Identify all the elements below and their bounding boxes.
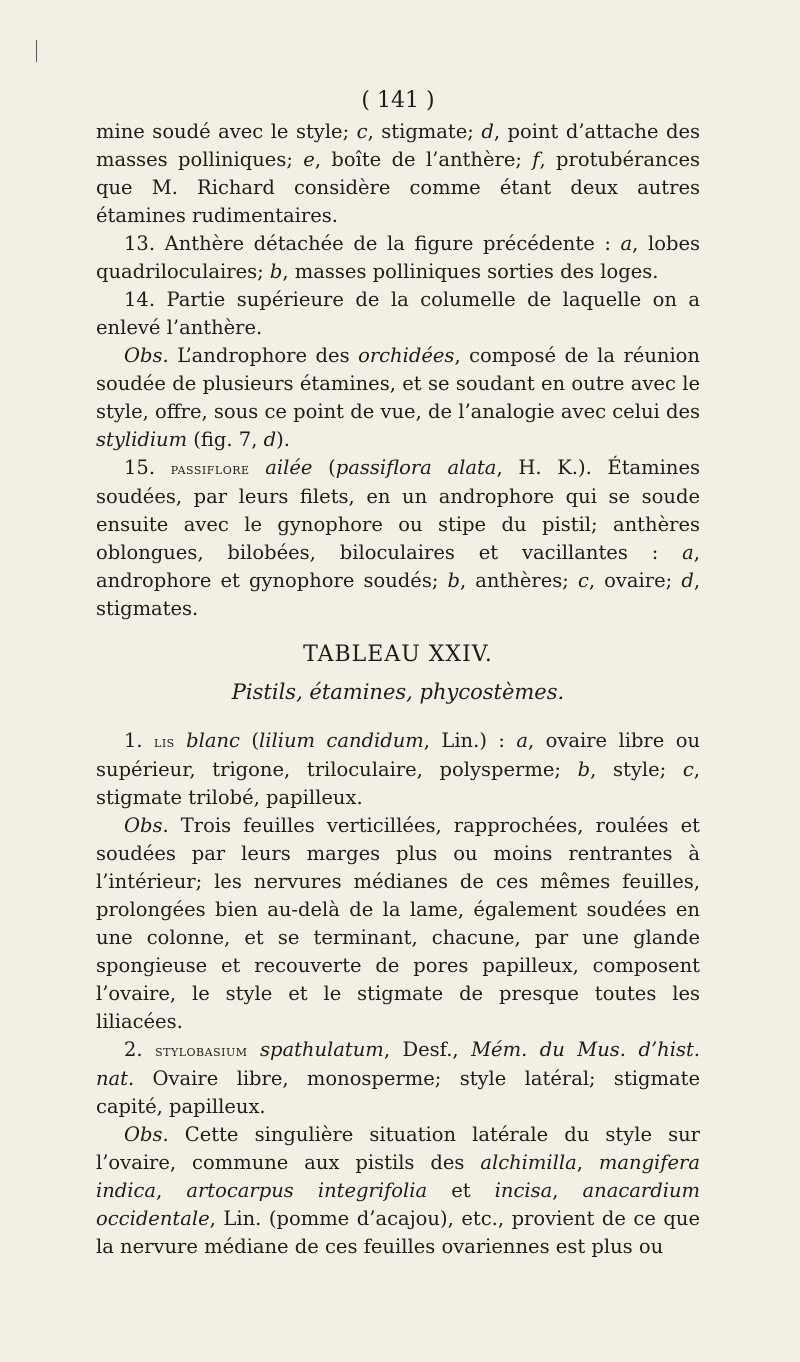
text-run: a [620, 232, 633, 255]
text-run: 2. [124, 1038, 156, 1061]
text-run: f [532, 148, 540, 171]
text-run: d [481, 120, 494, 143]
text-run: orchidées [358, 344, 455, 367]
text-run: a [516, 729, 528, 752]
text-run: , masses polliniques sorties des loges. [282, 260, 659, 283]
text-run: , stigmates. [96, 569, 701, 620]
text-run: , anthères; [459, 569, 578, 592]
text-run: passiflora alata [335, 456, 497, 479]
paragraph-q3 [96, 1036, 700, 1121]
text-run: , boîte de l’anthère; [314, 148, 533, 171]
text-run: 13. Anthère détachée de la figure précédente : [124, 232, 621, 255]
text-run: , stigmate trilobé, papilleux. [96, 758, 700, 809]
text-run: Obs. [124, 344, 169, 367]
text-run: L’androphore des [168, 344, 359, 367]
text-run: stylobasium [155, 1041, 248, 1060]
paragraph-q1 [96, 727, 700, 812]
text-run: , [576, 1151, 599, 1174]
paragraph-q4 [96, 1121, 700, 1261]
text-run: b [269, 260, 283, 283]
text-run: , Lin.) : [423, 729, 517, 752]
page-number: ( 141 ) [361, 88, 435, 113]
text-run: anacardium occidentale [96, 1179, 700, 1230]
text-run: b [577, 758, 591, 781]
paragraph-q2 [96, 812, 700, 1036]
paragraph-p2 [96, 230, 700, 286]
text-run [175, 729, 186, 752]
text-run: (fig. 7, [187, 428, 264, 451]
text-run: incisa [494, 1179, 553, 1202]
table-subtitle: Pistils, étamines, phycostèmes. [231, 680, 565, 704]
text-run: lilium candidum [259, 729, 424, 752]
text-run: spathulatum [259, 1038, 384, 1061]
text-run: a [682, 541, 694, 564]
text-run: Obs. [124, 814, 169, 837]
text-run: ( [239, 729, 259, 752]
text-run: , [156, 1179, 187, 1202]
text-run: 1. [124, 729, 155, 752]
text-section-lower [96, 727, 700, 1261]
text-run: d [681, 569, 694, 592]
paragraph-p3 [96, 286, 700, 342]
text-run: c [682, 758, 694, 781]
text-run: 14. Partie supérieure de la columelle de laquelle on a enlevé l’anthère. [96, 288, 700, 339]
text-run: d [263, 428, 277, 451]
text-run: , androphore et gynophore soudés; [96, 541, 700, 592]
text-run: mangifera indica [96, 1151, 700, 1202]
text-run [248, 1038, 260, 1061]
text-run: artocarpus integrifolia [186, 1179, 428, 1202]
text-run: , Desf., [383, 1038, 472, 1061]
text-run: , style; [590, 758, 683, 781]
table-title: TABLEAU XXIV. [303, 642, 493, 667]
text-run: Trois feuilles verticillées, rapprochées, roulées et soudées par leurs marges plus ou moins rentrantes à l’intérieur; les nervures médianes de ces mêmes feuilles, prolongées bien au-delà de la lame, également soudées en une colonne, et se terminant, chacune, par une glande spongieuse et recouverte de pores papilleux, composent l’ovaire, le style et le stigmate de presque toutes les liliacées. [96, 814, 700, 1033]
text-run: ). [276, 428, 290, 451]
text-run: stylidium [96, 428, 188, 451]
page-edge-mark [36, 40, 37, 62]
text-run: passiflore [170, 459, 250, 478]
text-run [250, 456, 266, 479]
text-run: alchimilla [480, 1151, 577, 1174]
text-run: et [427, 1179, 495, 1202]
text-run: ( [312, 456, 336, 479]
text-run: 15. [124, 456, 171, 479]
text-run: mine soudé avec le style; [96, 120, 357, 143]
text-run: , point d’attache des masses polliniques; [96, 120, 700, 171]
text-run: lis [154, 732, 175, 751]
text-run: Cette singulière situation latérale du style sur l’ovaire, commune aux pistils des [96, 1123, 700, 1174]
text-run: , H. K.). Étamines soudées, par leurs filets, en un androphore qui se soude ensuite avec le gynophore ou stipe du pistil; anthères oblongues, bilobées, biloculaires et vacillantes : [96, 456, 701, 564]
paragraph-p1 [96, 118, 700, 230]
text-run: , stigmate; [367, 120, 482, 143]
text-run: b [447, 569, 460, 592]
text-run: c [356, 120, 368, 143]
text-run: , lobes quadriloculaires; [96, 232, 700, 283]
text-run: , ovaire libre ou supérieur, trigone, triloculaire, polysperme; [96, 729, 701, 781]
text-run: ailée [265, 456, 313, 479]
text-run: , Lin. (pomme d’acajou), etc., provient de ce que la nervure médiane de ces feuilles ovariennes est plus ou [96, 1207, 700, 1258]
text-run: Ovaire libre, monosperme; style latéral; stigmate capité, papilleux. [96, 1067, 700, 1118]
text-run: c [577, 569, 589, 592]
text-run: , composé de la réunion soudée de plusieurs étamines, et se soudant en outre avec le style, offre, sous ce point de vue, de l’analogie avec celui des [96, 344, 700, 423]
text-run: e [303, 148, 315, 171]
text-section-upper [96, 118, 700, 623]
text-run: Mém. du Mus. d’hist. nat. [96, 1038, 700, 1090]
text-run: Obs. [124, 1123, 169, 1146]
text-run: , protubérances que M. Richard considère comme étant deux autres étamines rudimentaires. [96, 148, 700, 227]
paragraph-p4 [96, 342, 700, 454]
text-run: blanc [186, 729, 240, 752]
paragraph-p5 [96, 454, 700, 623]
text-run: , ovaire; [588, 569, 682, 592]
text-run: , [552, 1179, 583, 1202]
